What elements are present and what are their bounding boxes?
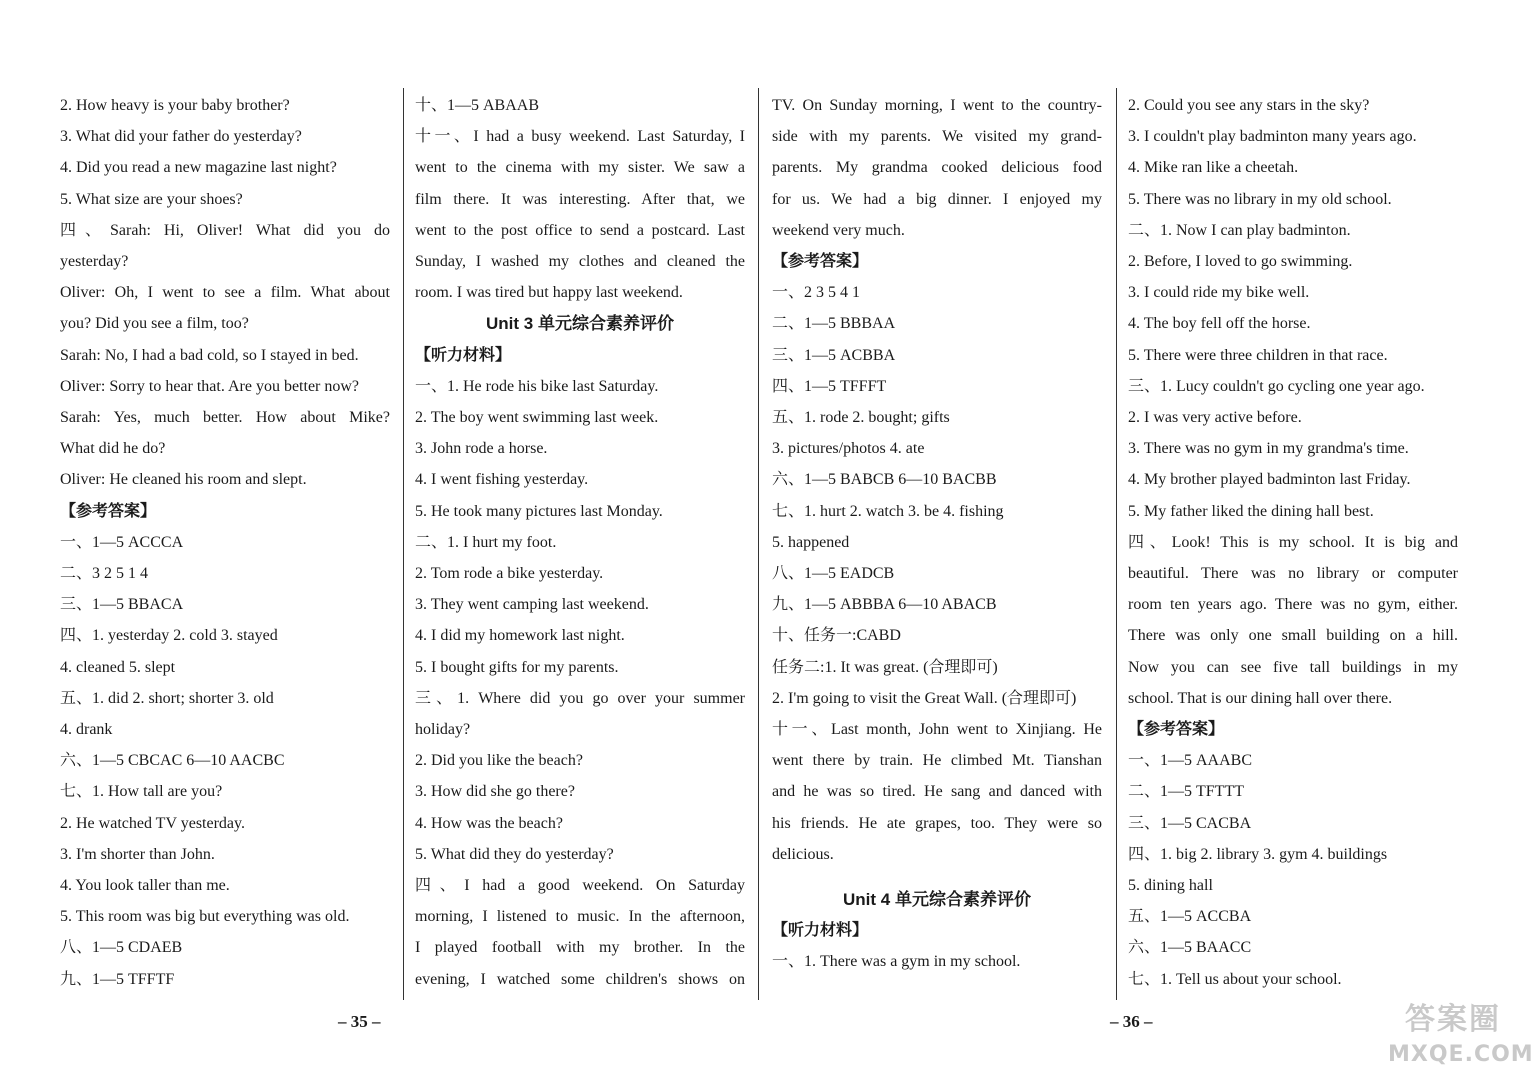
text-line: Sarah: No, I had a bad cold, so I stayed in bed. (60, 346, 359, 364)
text-line: school. That is our dining hall over there. (1128, 689, 1393, 707)
text-line: 五、1. did 2. short; shorter 3. old (60, 689, 274, 707)
text-line: 三、1—5 ACBBA (772, 346, 896, 364)
text-line: 2. Tom rode a bike yesterday. (415, 565, 604, 583)
text-line: 5. This room was big but everything was old. (60, 908, 350, 926)
text-line: 4. I did my homework last night. (415, 627, 625, 645)
text-line: went to the cinema with my sister. We saw a (415, 159, 745, 177)
text-line: 3. pictures/photos 4. ate (772, 440, 925, 458)
text-line: 5. There was no library in my old school. (1128, 190, 1392, 208)
text-line: 2. Did you like the beach? (415, 752, 583, 770)
text-line: TV. On Sunday morning, I went to the country- (772, 97, 1102, 114)
text-line: 5. I bought gifts for my parents. (415, 658, 619, 676)
text-line: 2. I was very active before. (1128, 409, 1302, 427)
text-line: 5. What did they do yesterday? (415, 845, 614, 863)
text-line: 二、3 2 5 1 4 (60, 565, 149, 583)
spacer (772, 870, 1102, 884)
text-line: 3. There was no gym in my grandma's time. (1128, 440, 1409, 458)
unit-heading: Unit 3 单元综合素养评价 (486, 314, 674, 334)
text-line: 4. I went fishing yesterday. (415, 471, 589, 489)
text-line: delicious. (772, 845, 834, 863)
text-line: 4. Did you read a new magazine last night? (60, 159, 337, 177)
text-line: 5. There were three children in that race. (1128, 346, 1388, 364)
text-line: 六、1—5 BABCB 6—10 BACBB (772, 471, 997, 489)
text-line: morning, I listened to music. In the afternoon, (415, 908, 745, 926)
column-2 (415, 90, 745, 995)
text-line: 4. cleaned 5. slept (60, 658, 176, 676)
text-line: 一、2 3 5 4 1 (772, 284, 861, 302)
text-line: holiday? (415, 721, 471, 739)
text-line: 2. Could you see any stars in the sky? (1128, 97, 1370, 114)
text-line: room. I was tired but happy last weekend. (415, 284, 683, 302)
text-line: Sunday, I washed my clothes and cleaned the (415, 253, 745, 271)
text-line: 一、1. He rode his bike last Saturday. (415, 377, 659, 395)
text-line: film there. It was interesting. After that, we (415, 190, 745, 208)
text-line: 4. The boy fell off the horse. (1128, 315, 1311, 333)
text-line: 四、1—5 TFFFT (772, 377, 887, 395)
text-line: 2. How heavy is your baby brother? (60, 97, 290, 114)
column-4 (1128, 90, 1458, 995)
text-line: Oliver: He cleaned his room and slept. (60, 471, 307, 489)
text-line: and he was so tired. He sang and danced with (772, 783, 1102, 801)
unit-heading: Unit 4 单元综合素养评价 (843, 890, 1031, 910)
text-line: 二、1. I hurt my foot. (415, 533, 557, 551)
text-line: 2. He watched TV yesterday. (60, 814, 245, 832)
text-line: 七、1. hurt 2. watch 3. be 4. fishing (772, 502, 1004, 520)
text-line: 3. What did your father do yesterday? (60, 128, 302, 146)
text-line: 十、任务一:CABD (772, 627, 901, 645)
text-line: 八、1—5 CDAEB (60, 939, 183, 957)
text-line: 三、1. Lucy couldn't go cycling one year ago. (1128, 377, 1425, 395)
text-line: 三、1—5 BBACA (60, 596, 184, 614)
column-divider (403, 88, 404, 1000)
text-line: 3. I'm shorter than John. (60, 845, 215, 863)
text-line: 四、I had a good weekend. On Saturday (415, 877, 745, 895)
text-line: 三、1—5 CACBA (1128, 814, 1252, 832)
text-line: for us. We had a big dinner. I enjoyed my (772, 190, 1102, 208)
text-line: 4. Mike ran like a cheetah. (1128, 159, 1299, 177)
text-line: beautiful. There was no library or computer (1128, 565, 1458, 583)
text-line: 任务二:1. It was great. (合理即可) (772, 658, 998, 676)
text-line: evening, I watched some children's shows on (415, 970, 745, 988)
section-label: 【听力材料】 (772, 922, 869, 940)
text-line: 3. How did she go there? (415, 783, 575, 801)
column-1 (60, 90, 390, 995)
text-line: 2. Before, I loved to go swimming. (1128, 253, 1353, 271)
section-label: 【参考答案】 (60, 502, 157, 520)
text-line: 5. My father liked the dining hall best. (1128, 502, 1374, 520)
text-line: 四、Look! This is my school. It is big and (1128, 533, 1458, 551)
text-line: 一、1. There was a gym in my school. (772, 953, 1021, 971)
text-line: 二、1—5 TFTTT (1128, 783, 1244, 801)
text-line: 一、1—5 AAABC (1128, 752, 1253, 770)
text-line: 3. John rode a horse. (415, 440, 548, 458)
text-line: his friends. He ate grapes, too. They were so (772, 814, 1102, 832)
text-line: Oliver: Oh, I went to see a film. What about (60, 284, 390, 302)
text-line: 5. What size are your shoes? (60, 190, 243, 208)
text-line: What did he do? (60, 440, 166, 458)
text-line: room ten years ago. There was no gym, either. (1128, 596, 1458, 614)
text-line: 2. I'm going to visit the Great Wall. (合理即可) (772, 689, 1077, 707)
text-line: 五、1—5 ACCBA (1128, 908, 1252, 926)
section-label: 【听力材料】 (415, 346, 512, 364)
text-line: side with my parents. We visited my grand- (772, 128, 1102, 146)
text-line: 七、1. How tall are you? (60, 783, 223, 801)
text-line: 九、1—5 TFFTF (60, 970, 175, 988)
text-line: went there by train. He climbed Mt. Tianshan (772, 752, 1102, 770)
text-line: 4. How was the beach? (415, 814, 563, 832)
text-line: 五、1. rode 2. bought; gifts (772, 409, 950, 427)
text-line: Now you can see five tall buildings in my (1128, 658, 1458, 676)
text-line: 4. drank (60, 721, 113, 739)
text-line: 三、1. Where did you go over your summer (415, 689, 745, 707)
watermark-site-text: MXQE.COM (1388, 1042, 1534, 1067)
section-label: 【参考答案】 (772, 253, 869, 271)
text-line: parents. My grandma cooked delicious food (772, 159, 1102, 177)
text-line: 3. They went camping last weekend. (415, 596, 649, 614)
text-line: I played football with my brother. In the (415, 939, 745, 957)
text-line: 二、1. Now I can play badminton. (1128, 221, 1351, 239)
text-line: Oliver: Sorry to hear that. Are you better now? (60, 377, 360, 395)
text-line: 十、1—5 ABAAB (415, 97, 540, 114)
text-line: 4. You look taller than me. (60, 877, 230, 895)
text-line: 5. dining hall (1128, 877, 1213, 895)
text-line: 九、1—5 ABBBA 6—10 ABACB (772, 596, 997, 614)
page-number-left: – 35 – (338, 1012, 381, 1031)
text-line: 5. happened (772, 533, 850, 551)
text-line: There was only one small building on a hill. (1128, 627, 1458, 645)
text-line: went to the post office to send a postcard. Last (415, 221, 745, 239)
text-line: 3. I couldn't play badminton many years ago. (1128, 128, 1417, 146)
text-line: 四、1. big 2. library 3. gym 4. buildings (1128, 845, 1388, 863)
page-number-right: – 36 – (1110, 1012, 1153, 1031)
text-line: 3. I could ride my bike well. (1128, 284, 1310, 302)
text-line: 5. He took many pictures last Monday. (415, 502, 663, 520)
column-divider (758, 88, 759, 1000)
text-line: weekend very much. (772, 221, 905, 239)
watermark-logo (1388, 1000, 1534, 1082)
watermark-logo-text: 答案圈 (1405, 1002, 1501, 1037)
column-divider (1116, 88, 1117, 1000)
text-line: 八、1—5 EADCB (772, 565, 895, 583)
text-line: 六、1—5 BAACC (1128, 939, 1252, 957)
text-line: yesterday? (60, 253, 129, 271)
text-line: 四、Sarah: Hi, Oliver! What did you do (60, 221, 390, 239)
text-line: 二、1—5 BBBAA (772, 315, 896, 333)
text-line: you? Did you see a film, too? (60, 315, 249, 333)
text-line: 2. The boy went swimming last week. (415, 409, 659, 427)
text-line: 4. My brother played badminton last Friday. (1128, 471, 1411, 489)
section-label: 【参考答案】 (1128, 721, 1225, 739)
text-line: 十一、I had a busy weekend. Last Saturday, I (415, 128, 745, 146)
text-line: 一、1—5 ACCCA (60, 533, 184, 551)
text-line: 六、1—5 CBCAC 6—10 AACBC (60, 752, 285, 770)
text-line: 七、1. Tell us about your school. (1128, 970, 1342, 988)
text-line: Sarah: Yes, much better. How about Mike? (60, 409, 390, 427)
column-3 (772, 90, 1102, 978)
text-line: 十一、Last month, John went to Xinjiang. He (772, 721, 1102, 739)
text-line: 四、1. yesterday 2. cold 3. stayed (60, 627, 278, 645)
